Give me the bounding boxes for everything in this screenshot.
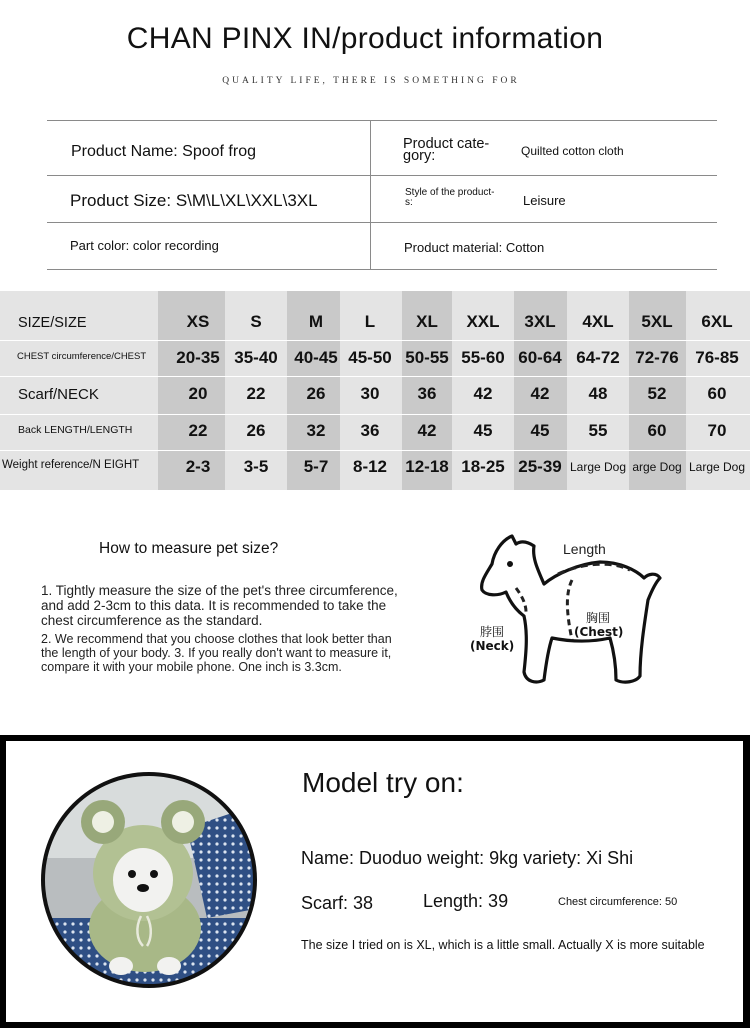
size-header-cell: 3XL bbox=[524, 312, 556, 331]
product-category-value: Quilted cotton cloth bbox=[521, 144, 624, 158]
size-table-cell: arge Dog bbox=[632, 460, 682, 474]
model-chest: Chest circumference: 50 bbox=[558, 896, 678, 908]
chest-label-cn: 胸围 bbox=[586, 611, 611, 625]
product-material: Product material: Cotton bbox=[404, 240, 545, 255]
size-table-cell: 42 bbox=[417, 421, 437, 440]
size-table-cell: 70 bbox=[707, 421, 727, 440]
product-color: Part color: color recording bbox=[70, 238, 219, 253]
size-table-cell: 3-5 bbox=[243, 457, 269, 476]
size-table-cell: 18-25 bbox=[461, 457, 505, 476]
row-label-neck: Scarf/NECK bbox=[18, 386, 99, 403]
size-table-cell: 32 bbox=[306, 421, 326, 440]
size-header-cell: XS bbox=[186, 312, 210, 331]
size-header-label: SIZE/SIZE bbox=[18, 315, 87, 331]
model-try-on-box bbox=[0, 735, 750, 1028]
size-table-cell: 30 bbox=[360, 384, 380, 403]
size-table-cell: 40-45 bbox=[294, 348, 338, 367]
dog-outline bbox=[482, 536, 660, 682]
measure-text-line: chest circumference as the standard. bbox=[41, 613, 263, 628]
size-table-cell: 55-60 bbox=[461, 348, 505, 367]
row-label-length: Back LENGTH/LENGTH bbox=[18, 424, 133, 436]
size-table-cell: 2-3 bbox=[185, 457, 211, 476]
product-style-label-line1: Style of the product- bbox=[405, 187, 495, 198]
measure-instructions-2 bbox=[41, 632, 392, 674]
size-header-cell: XL bbox=[416, 312, 438, 331]
size-table-cell: 26 bbox=[246, 421, 266, 440]
size-table-cell: 42 bbox=[473, 384, 493, 403]
size-table-cell: 5-7 bbox=[303, 457, 329, 476]
size-table-cell: 72-76 bbox=[635, 348, 679, 367]
chest-label-en: (Chest) bbox=[574, 625, 624, 639]
size-header-cell: 6XL bbox=[701, 312, 733, 331]
measure-heading: How to measure pet size? bbox=[99, 540, 279, 557]
size-table-cell: 42 bbox=[530, 384, 550, 403]
model-info: Name: Duoduo weight: 9kg variety: Xi Shi bbox=[301, 848, 634, 868]
model-note: The size I tried on is XL, which is a little small. Actually X is more suitable bbox=[301, 938, 705, 952]
size-table-cell: 45 bbox=[530, 421, 550, 440]
size-header-cell: XXL bbox=[466, 312, 500, 331]
size-table-cell: Large Dog bbox=[688, 460, 746, 474]
product-size: Product Size: S\M\L\XL\XXL\3XL bbox=[70, 191, 318, 210]
neck-label-en: (Neck) bbox=[470, 639, 515, 653]
size-table-cell: 26 bbox=[306, 384, 326, 403]
size-table-cell: 60-64 bbox=[518, 348, 562, 367]
measure-text-line: 1. Tightly measure the size of the pet's three circumference, bbox=[41, 583, 398, 598]
divider bbox=[47, 120, 717, 121]
size-table-cell: 64-72 bbox=[576, 348, 620, 367]
size-table-cell: 35-40 bbox=[234, 348, 278, 367]
page-title: CHAN PINX IN/product information bbox=[126, 22, 604, 55]
measure-text-line: and add 2-3cm to this data. It is recommended to take the bbox=[41, 598, 387, 613]
divider bbox=[47, 269, 717, 270]
model-scarf: Scarf: 38 bbox=[301, 893, 374, 913]
model-dog-photo bbox=[37, 768, 261, 992]
size-header-cell: 4XL bbox=[582, 312, 614, 331]
size-table-cell: 55 bbox=[588, 421, 608, 440]
size-header-cell: 5XL bbox=[641, 312, 673, 331]
size-header-cell: M bbox=[308, 312, 324, 331]
size-table-cell: 45 bbox=[473, 421, 493, 440]
model-try-on-panel bbox=[6, 741, 743, 1022]
product-style-value: Leisure bbox=[523, 193, 566, 208]
measure-text-line: 2. We recommend that you choose clothes that look better than bbox=[41, 632, 392, 646]
size-table-cell: 60 bbox=[707, 384, 727, 403]
row-label-weight: Weight reference/N EIGHT bbox=[2, 459, 140, 471]
dog-measure-diagram bbox=[460, 530, 680, 695]
product-style-label bbox=[405, 188, 495, 208]
chest-measure-line bbox=[567, 580, 572, 640]
size-table-cell: 20-35 bbox=[176, 348, 220, 367]
size-table-cell: 20 bbox=[188, 384, 208, 403]
size-table-cell: 76-85 bbox=[695, 348, 739, 367]
divider bbox=[370, 121, 371, 269]
size-table-cell: 36 bbox=[417, 384, 437, 403]
size-table-cell: 22 bbox=[188, 421, 208, 440]
dog-eye-icon bbox=[507, 561, 513, 567]
measure-text-line: the length of your body. 3. If you really don't want to measure it, bbox=[41, 646, 392, 660]
measure-instructions-1 bbox=[41, 583, 398, 628]
size-table-cell: 60 bbox=[647, 421, 667, 440]
product-name: Product Name: Spoof frog bbox=[71, 143, 256, 160]
size-table-cell: 12-18 bbox=[405, 457, 449, 476]
product-category-label bbox=[403, 138, 489, 162]
product-style-label-line2: s: bbox=[405, 197, 413, 208]
size-table bbox=[0, 291, 750, 490]
model-length: Length: 39 bbox=[423, 891, 509, 911]
size-table-cell: 50-55 bbox=[405, 348, 449, 367]
page-subtitle: QUALITY LIFE, THERE IS SOMETHING FOR bbox=[222, 76, 520, 86]
product-category-label-line1: Product cate- bbox=[403, 136, 490, 152]
model-heading: Model try on: bbox=[302, 767, 464, 798]
measure-text-line: compare it with your mobile phone. One inch is 3.3cm. bbox=[41, 660, 342, 674]
neck-label-cn: 脖围 bbox=[480, 625, 505, 639]
size-header-cell: S bbox=[250, 312, 262, 331]
size-table-cell: 52 bbox=[647, 384, 667, 403]
size-table-cell: 8-12 bbox=[352, 457, 388, 476]
size-table-cell: Large Dog bbox=[569, 460, 627, 474]
divider bbox=[47, 222, 717, 223]
size-table-cell: 48 bbox=[588, 384, 608, 403]
size-table-cell: 22 bbox=[246, 384, 266, 403]
divider bbox=[47, 175, 717, 176]
row-label-chest: CHEST circumference/CHEST bbox=[17, 351, 147, 362]
size-table-cell: 45-50 bbox=[348, 348, 392, 367]
size-table-cell: 25-39 bbox=[518, 457, 562, 476]
length-label: Length bbox=[563, 541, 606, 557]
size-table-cell: 36 bbox=[360, 421, 380, 440]
size-header-cell: L bbox=[364, 312, 376, 331]
product-category-label-line2: gory: bbox=[403, 148, 436, 164]
